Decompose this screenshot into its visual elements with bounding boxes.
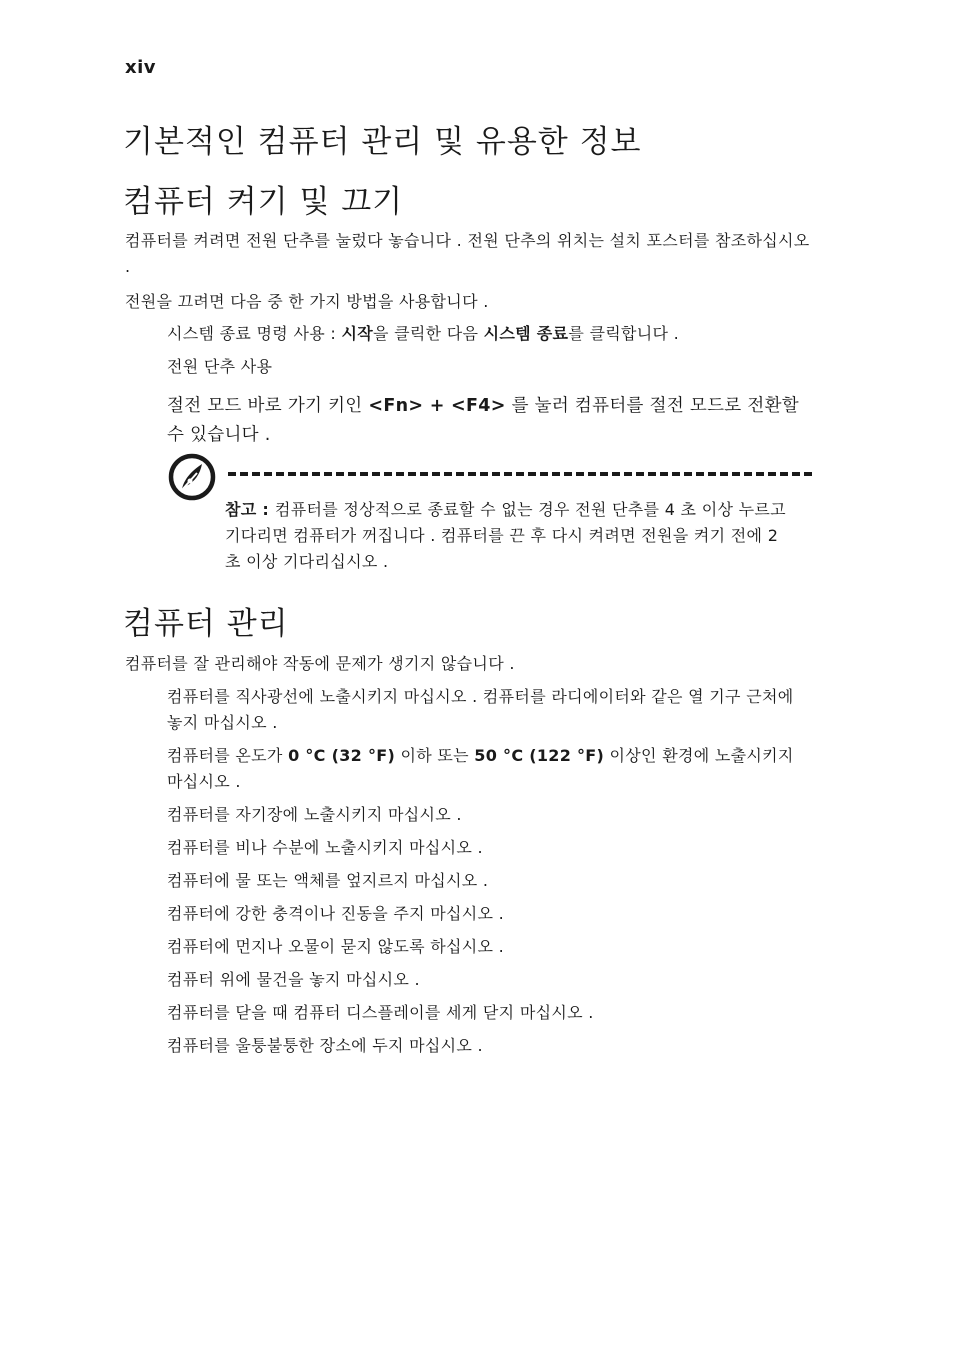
- care-text: 컴퓨터를 온도가: [167, 746, 289, 765]
- shutdown-term: 시스템 종료: [483, 324, 569, 343]
- power-off-method-sleep: [167, 392, 807, 450]
- care-item: 컴퓨터에 물 또는 액체를 엎지르지 마십시오 .: [167, 871, 489, 890]
- page-number: xiv: [125, 57, 157, 78]
- section-heading-care: 컴퓨터 관리: [123, 606, 289, 642]
- care-item: 컴퓨터에 강한 충격이나 진동을 주지 마십시오 .: [167, 904, 505, 923]
- page-title: 기본적인 컴퓨터 관리 및 유용한 정보: [123, 124, 642, 160]
- care-item: 컴퓨터 위에 물건을 놓지 마십시오 .: [167, 970, 420, 989]
- care-item: 컴퓨터를 자기장에 노출시키지 마십시오 .: [167, 805, 462, 824]
- note-text: [225, 497, 795, 575]
- method-text: 시스템 종료 명령 사용 :: [167, 324, 342, 343]
- start-term: 시작: [341, 324, 373, 343]
- note-body: 컴퓨터를 정상적으로 종료할 수 없는 경우 전원 단추를: [274, 500, 665, 519]
- temperature-low: 0 °C (32 °F): [288, 746, 396, 765]
- hotkey-term: <Fn> + <F4>: [368, 396, 506, 416]
- care-item: 컴퓨터에 먼지나 오물이 묻지 않도록 하십시오 .: [167, 937, 505, 956]
- care-item: 컴퓨터를 닫을 때 컴퓨터 디스플레이를 세게 닫지 마십시오 .: [167, 1003, 594, 1022]
- note-number: 4: [664, 500, 676, 519]
- power-off-intro: 전원을 끄려면 다음 중 한 가지 방법을 사용합니다 .: [125, 292, 489, 311]
- care-item: [167, 743, 812, 795]
- note-body: 초 이상 기다리십시오 .: [225, 552, 389, 571]
- note-icon: [167, 452, 217, 502]
- care-item: 컴퓨터를 직사광선에 노출시키지 마십시오 . 컴퓨터를 라디에이터와 같은 열 기구 근처에 놓지 마십시오 .: [167, 687, 794, 732]
- care-text: 이하 또는: [395, 746, 475, 765]
- note-divider: [228, 472, 812, 476]
- care-item: 컴퓨터를 비나 수분에 노출시키지 마십시오 .: [167, 838, 483, 857]
- care-intro: 컴퓨터를 잘 관리해야 작동에 문제가 생기지 않습니다 .: [125, 654, 515, 673]
- power-off-method-button: 전원 단추 사용: [167, 357, 273, 376]
- method-text: 를 클릭합니다 .: [568, 324, 680, 343]
- power-off-method-shutdown: [167, 321, 812, 347]
- method-text: 을 클릭한 다음: [372, 324, 484, 343]
- power-on-paragraph: 컴퓨터를 켜려면 전원 단추를 눌렀다 놓습니다 . 전원 단추의 위치는 설치 포스터를 참조하십시오 .: [125, 231, 810, 276]
- note-number: 2: [767, 526, 779, 545]
- method-text: 를 눌러 컴퓨터를 절전 모드로 전환할 수 있습니다 .: [167, 396, 799, 445]
- care-text: 이상인 환경에 노출시키지 마십시오 .: [167, 746, 794, 791]
- note-body: 초 이상 누르고 기다리면 컴퓨터가 꺼집니다 . 컴퓨터를 끈 후 다시 켜려면 전원을 켜기 전에: [225, 500, 786, 545]
- note-label: 참고 :: [225, 500, 275, 519]
- section-heading-power: 컴퓨터 켜기 및 끄기: [123, 184, 404, 220]
- temperature-high: 50 °C (122 °F): [474, 746, 605, 765]
- method-text: 절전 모드 바로 가기 키인: [167, 396, 369, 416]
- care-item: 컴퓨터를 울퉁불퉁한 장소에 두지 마십시오 .: [167, 1036, 483, 1055]
